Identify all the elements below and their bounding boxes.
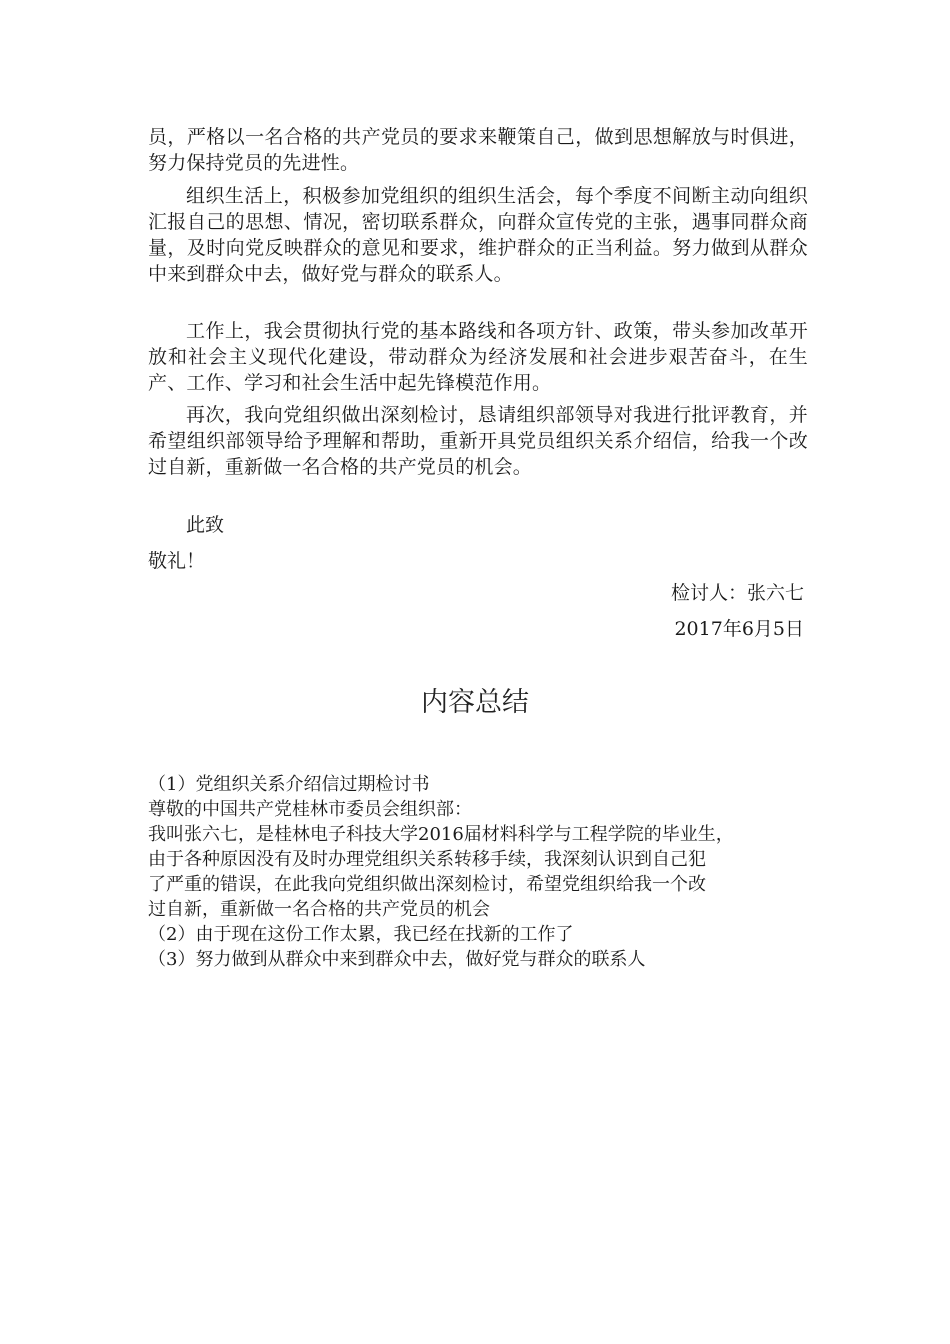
summary-line: 了严重的错误，在此我向党组织做出深刻检讨，希望党组织给我一个改	[148, 874, 706, 895]
summary-title: 内容总结	[421, 687, 529, 718]
summary-line: 尊敬的中国共产党桂林市委员会组织部：	[148, 799, 472, 820]
summary-line: （2）由于现在这份工作太累，我已经在找新的工作了	[148, 924, 574, 945]
summary-line: （1）党组织关系介绍信过期检讨书	[148, 774, 430, 795]
letter-paragraph: 工作上，我会贯彻执行党的基本路线和各项方针、政策，带头参加改革开放和社会主义现代化建设，带动群众为经济发展和社会进步艰苦奋斗，在生产、工作、学习和社会生活中起先锋模范作用。	[148, 320, 808, 394]
letter-paragraph: 组织生活上，积极参加党组织的组织生活会，每个季度不间断主动向组织汇报自己的思想、情况，密切联系群众，向群众宣传党的主张，遇事同群众商量，及时向党反映群众的意见和要求，维护群众的正当利益。努力做到从群众中来到群众中去，做好党与群众的联系人。	[148, 185, 808, 285]
letter-paragraph: 再次，我向党组织做出深刻检讨，恳请组织部领导对我进行批评教育，并希望组织部领导给予理解和帮助，重新开具党员组织关系介绍信，给我一个改过自新，重新做一名合格的共产党员的机会。	[148, 404, 808, 478]
summary-line: 过自新，重新做一名合格的共产党员的机会	[148, 899, 490, 920]
closing-regards: 敬礼！	[148, 550, 206, 572]
summary-line: （3）努力做到从群众中来到群众中去，做好党与群众的联系人	[148, 949, 646, 970]
letter-paragraph: 员，严格以一名合格的共产党员的要求来鞭策自己，做到思想解放与时俱进，努力保持党员的先进性。	[148, 126, 808, 174]
summary-line: 由于各种原因没有及时办理党组织关系转移手续，我深刻认识到自己犯	[148, 849, 706, 870]
date-line: 2017年6月5日	[674, 618, 804, 640]
summary-list	[148, 772, 814, 972]
closing-salutation: 此致	[186, 514, 225, 536]
signer-line: 检讨人：张六七	[670, 582, 804, 604]
summary-line: 我叫张六七，是桂林电子科技大学2016届材料科学与工程学院的毕业生，	[148, 824, 734, 845]
